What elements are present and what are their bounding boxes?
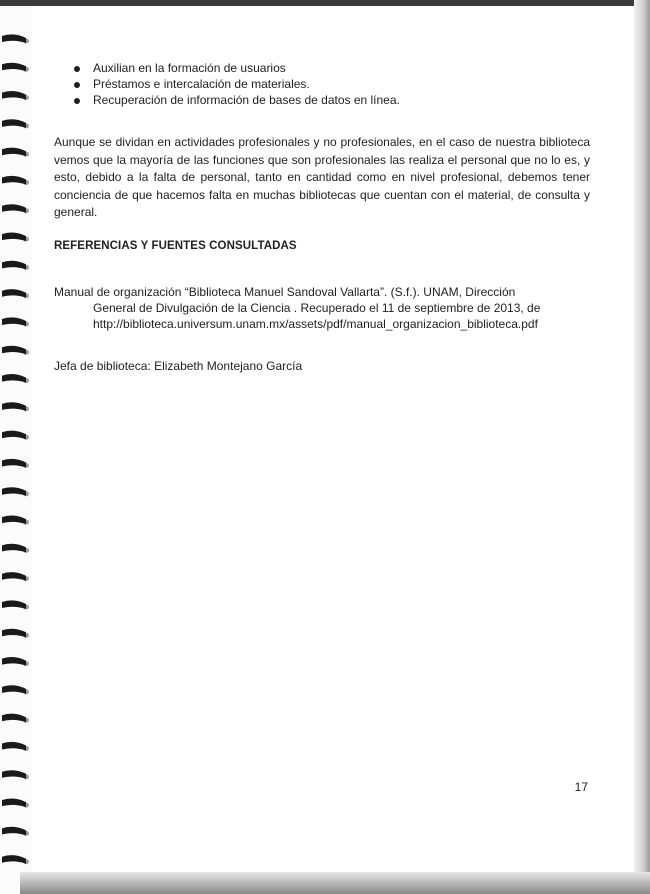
bullet-icon xyxy=(74,82,80,88)
binding-coil xyxy=(2,657,26,666)
bullet-icon xyxy=(74,98,80,104)
page-number: 17 xyxy=(574,780,588,794)
binding-coil xyxy=(2,431,26,440)
binding-coil xyxy=(2,148,26,157)
binding-coil xyxy=(2,374,26,383)
list-item xyxy=(74,61,400,77)
binding-coil xyxy=(2,34,26,43)
binding-coil xyxy=(2,402,26,411)
binding-coil xyxy=(2,572,26,581)
bullet-list xyxy=(74,61,400,108)
binding-coil xyxy=(2,119,26,128)
binding-coil xyxy=(2,204,26,213)
binding-coil xyxy=(2,855,26,864)
binding-coil xyxy=(2,317,26,326)
binding-coil xyxy=(2,600,26,609)
spiral-binding xyxy=(0,28,32,868)
reference-line: General de Divulgación de la Ciencia . Recuperado el 11 de septiembre de 2013, de xyxy=(93,301,541,315)
binding-coil xyxy=(2,629,26,638)
list-item-text: Préstamos e intercalación de materiales. xyxy=(93,76,310,91)
reference-entry xyxy=(54,284,614,332)
binding-coil xyxy=(2,91,26,100)
list-item-text: Auxilian en la formación de usuarios xyxy=(93,61,286,75)
body-paragraph: Aunque se dividan en actividades profesionales y no profesionales, en el caso de nuestra biblioteca vemos que la mayoría de las funciones que son profesionales las realiza el personal que no lo es, y esto, debido a la falta de personal, tanto en cantidad como en nivel profesional, debemos tener conciencia de que hacemos falta en muchas bibliotecas que cuentan con el material, de consulta y general. xyxy=(54,135,590,220)
binding-coil xyxy=(2,770,26,779)
binding-coil xyxy=(2,685,26,694)
binding-coil xyxy=(2,487,26,496)
binding-coil xyxy=(2,289,26,298)
binding-coil xyxy=(2,233,26,242)
reference-line: Manual de organización “Biblioteca Manuel Sandoval Vallarta”. (S.f.). UNAM, Dirección xyxy=(54,285,516,299)
scan-right-edge xyxy=(634,0,650,894)
binding-coil xyxy=(2,742,26,751)
reference-url: http://biblioteca.universum.unam.mx/assets/pdf/manual_organizacion_biblioteca.pdf xyxy=(93,317,538,331)
binding-coil xyxy=(2,261,26,270)
library-head-line: Jefa de biblioteca: Elizabeth Montejano García xyxy=(54,359,303,373)
binding-coil xyxy=(2,346,26,355)
binding-coil xyxy=(2,63,26,72)
binding-coil xyxy=(2,714,26,723)
binding-coil xyxy=(2,827,26,836)
scan-bottom-shadow xyxy=(20,872,650,894)
binding-coil xyxy=(2,516,26,525)
bullet-icon xyxy=(74,66,80,72)
binding-coil xyxy=(2,544,26,553)
document-page xyxy=(32,6,634,872)
references-heading: REFERENCIAS Y FUENTES CONSULTADAS xyxy=(54,240,297,252)
binding-coil xyxy=(2,799,26,808)
binding-coil xyxy=(2,459,26,468)
binding-coil xyxy=(2,176,26,185)
list-item-text: Recuperación de información de bases de datos en línea. xyxy=(93,92,400,107)
list-item xyxy=(74,93,400,109)
list-item xyxy=(74,77,400,93)
